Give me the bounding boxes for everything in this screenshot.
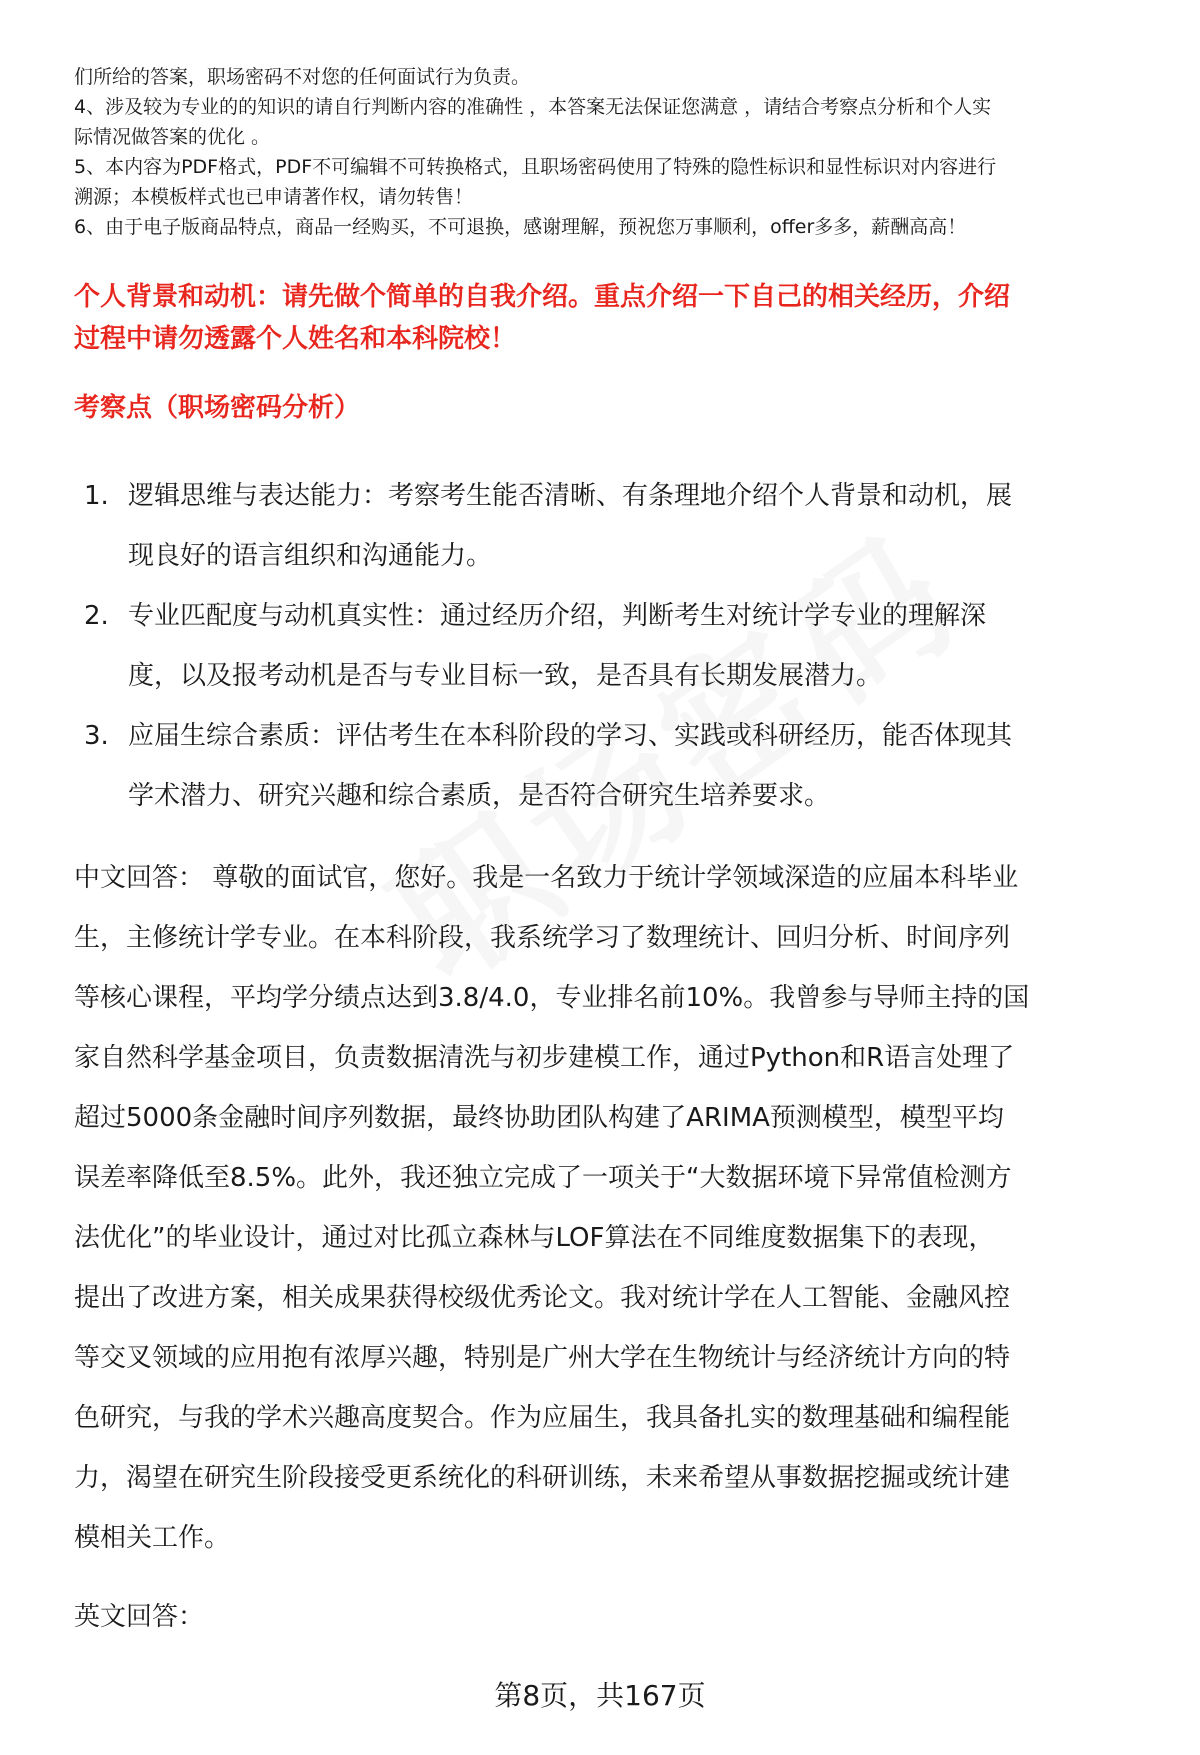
answer-line: 等交叉领域的应用抱有浓厚兴趣，特别是广州大学在生物统计与经济统计方向的特 (74, 1343, 1011, 1373)
answer-line: 等核心课程，平均学分绩点达到3.8/4.0，专业排名前10%。我曾参与导师主持的国 (74, 983, 1030, 1013)
list-item-number: 3. (84, 721, 109, 751)
list-item (84, 586, 1164, 706)
page-number: 第8页，共167页 (494, 1679, 706, 1712)
list-item-text: 应届生综合素质：评估考生在本科阶段的学习、实践或科研经历，能否体现其 (128, 721, 1013, 751)
chinese-answer (74, 848, 1164, 1568)
question-line: 个人背景和动机：请先做个简单的自我介绍。重点介绍一下自己的相关经历，介绍 (74, 282, 1011, 312)
assessment-points-list (84, 466, 1164, 826)
list-item-text: 学术潜力、研究兴趣和综合素质，是否符合研究生培养要求。 (128, 781, 831, 811)
note-line: 4、涉及较为专业的的知识的请自行判断内容的准确性 ，本答案无法保证您满意 ，请结合考察点分析和个人实 (74, 96, 992, 118)
answer-line: 法优化”的毕业设计，通过对比孤立森林与LOF算法在不同维度数据集下的表现， (74, 1223, 995, 1253)
answer-line: 超过5000条金融时间序列数据，最终协助团队构建了ARIMA预测模型，模型平均 (74, 1103, 1004, 1133)
answer-line: 模相关工作。 (74, 1523, 231, 1553)
list-item (84, 466, 1164, 586)
note-line: 们所给的答案，职场密码不对您的任何面试行为负责。 (74, 66, 531, 88)
list-item-number: 1. (84, 481, 109, 511)
answer-line: 生，主修统计学专业。在本科阶段，我系统学习了数理统计、回归分析、时间序列 (74, 923, 1011, 953)
answer-line: 家自然科学基金项目，负责数据清洗与初步建模工作，通过Python和R语言处理了 (74, 1043, 1015, 1073)
question-line: 过程中请勿透露个人姓名和本科院校！ (74, 324, 517, 354)
list-item-text: 现良好的语言组织和沟通能力。 (128, 541, 493, 571)
list-item-text: 专业匹配度与动机真实性：通过经历介绍，判断考生对统计学专业的理解深 (128, 601, 987, 631)
answer-line: 提出了改进方案，相关成果获得校级优秀论文。我对统计学在人工智能、金融风控 (74, 1283, 1011, 1313)
list-item-text: 度，以及报考动机是否与专业目标一致，是否具有长期发展潜力。 (128, 661, 883, 691)
note-line: 际情况做答案的优化 。 (74, 126, 271, 148)
answer-line: 色研究，与我的学术兴趣高度契合。作为应届生，我具备扎实的数理基础和编程能 (74, 1403, 1011, 1433)
section-title: 考察点（职场密码分析） (74, 393, 361, 423)
answer-line: 力，渴望在研究生阶段接受更系统化的科研训练，未来希望从事数据挖掘或统计建 (74, 1463, 1011, 1493)
note-line: 溯源；本模板样式也已申请著作权，请勿转售！ (74, 186, 474, 208)
notes-block (74, 62, 1164, 242)
list-item-number: 2. (84, 601, 109, 631)
list-item-text: 逻辑思维与表达能力：考察考生能否清晰、有条理地介绍个人背景和动机，展 (128, 481, 1013, 511)
note-line: 6、由于电子版商品特点，商品一经购买，不可退换，感谢理解，预祝您万事顺利，offer多多，薪酬高高！ (74, 216, 967, 238)
question-heading (74, 276, 1154, 360)
answer-line: 误差率降低至8.5%。此外，我还独立完成了一项关于“大数据环境下异常值检测方 (74, 1163, 1012, 1193)
note-line: 5、本内容为PDF格式，PDF不可编辑不可转换格式，且职场密码使用了特殊的隐性标识和显性标识对内容进行 (74, 156, 997, 178)
list-item (84, 706, 1164, 826)
english-answer-label: 英文回答： (74, 1602, 205, 1632)
answer-line: 中文回答： 尊敬的面试官，您好。我是一名致力于统计学领域深造的应届本科毕业 (74, 863, 1019, 893)
